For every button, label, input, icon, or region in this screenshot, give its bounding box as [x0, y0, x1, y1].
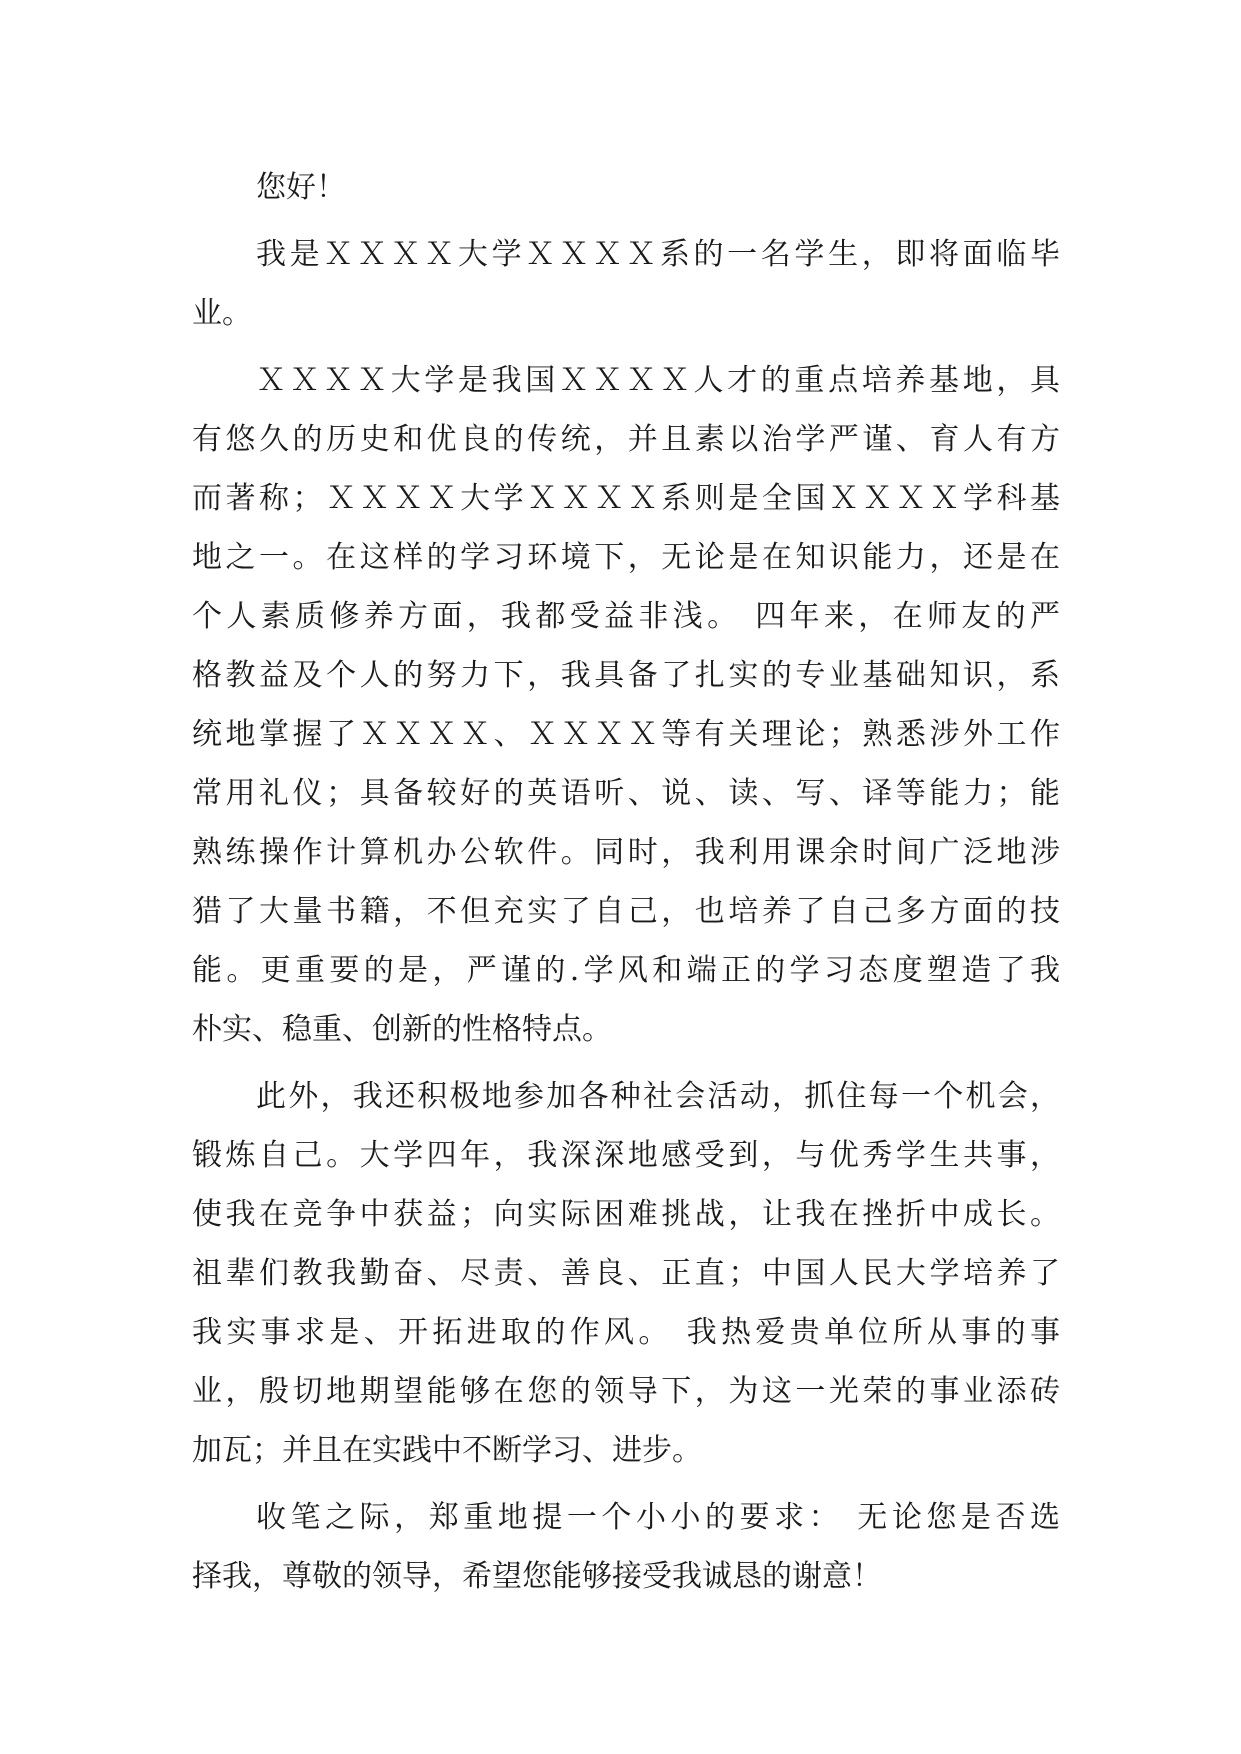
paragraph-line: 祖辈们教我勤奋、尽责、善良、正直；中国人民大学培养了 [192, 1256, 1060, 1291]
paragraph-line: 统地掌握了ＸＸＸＸ、ＸＸＸＸ等有关理论；熟悉涉外工作 [192, 717, 1060, 752]
paragraph-line: 使我在竞争中获益；向实际困难挑战，让我在挫折中成长。 [192, 1197, 1060, 1232]
paragraph-intro [192, 225, 1060, 343]
greeting: 您好！ [256, 170, 346, 205]
paragraph-line: 择我，尊敬的领导，希望您能够接受我诚恳的谢意！ [192, 1559, 882, 1594]
letter-body [192, 158, 1060, 1606]
paragraph-line: 熟练操作计算机办公软件。同时，我利用课余时间广泛地涉 [192, 835, 1060, 870]
paragraph-line: 收笔之际，郑重地提一个小小的要求： 无论您是否选 [256, 1500, 1060, 1535]
paragraph-line: 我实事求是、开拓进取的作风。 我热爱贵单位所从事的事 [192, 1315, 1060, 1350]
paragraph-line: 加瓦；并且在实践中不断学习、进步。 [192, 1433, 702, 1468]
paragraph-line: 业，殷切地期望能够在您的领导下，为这一光荣的事业添砖 [192, 1374, 1060, 1409]
paragraph-line: 猎了大量书籍，不但充实了自己，也培养了自己多方面的技 [192, 894, 1060, 929]
paragraph-closing [192, 1488, 1060, 1606]
paragraph-line: 个人素质修养方面，我都受益非浅。 四年来，在师友的严 [192, 599, 1060, 634]
paragraph-line: 业。 [192, 296, 252, 331]
paragraph-line: 我是ＸＸＸＸ大学ＸＸＸＸ系的一名学生，即将面临毕 [256, 237, 1060, 272]
paragraph-line: 地之一。在这样的学习环境下，无论是在知识能力，还是在 [192, 540, 1060, 575]
paragraph-university [192, 351, 1060, 1059]
paragraph-line: 有悠久的历史和优良的传统，并且素以治学严谨、育人有方 [192, 422, 1060, 457]
paragraph-line: 此外，我还积极地参加各种社会活动，抓住每一个机会， [256, 1079, 1060, 1114]
paragraph-line: 格教益及个人的努力下，我具备了扎实的专业基础知识，系 [192, 658, 1060, 693]
paragraph-line: 能。更重要的是，严谨的.学风和端正的学习态度塑造了我 [192, 953, 1060, 988]
paragraph-line: 朴实、稳重、创新的性格特点。 [192, 1012, 612, 1047]
paragraph-line: 锻炼自己。大学四年，我深深地感受到，与优秀学生共事， [192, 1138, 1060, 1173]
paragraph-activities [192, 1067, 1060, 1480]
paragraph-line: 常用礼仪；具备较好的英语听、说、读、写、译等能力；能 [192, 776, 1060, 811]
paragraph-line: 而著称；ＸＸＸＸ大学ＸＸＸＸ系则是全国ＸＸＸＸ学科基 [192, 481, 1060, 516]
paragraph-line: ＸＸＸＸ大学是我国ＸＸＸＸ人才的重点培养基地，具 [256, 363, 1060, 398]
